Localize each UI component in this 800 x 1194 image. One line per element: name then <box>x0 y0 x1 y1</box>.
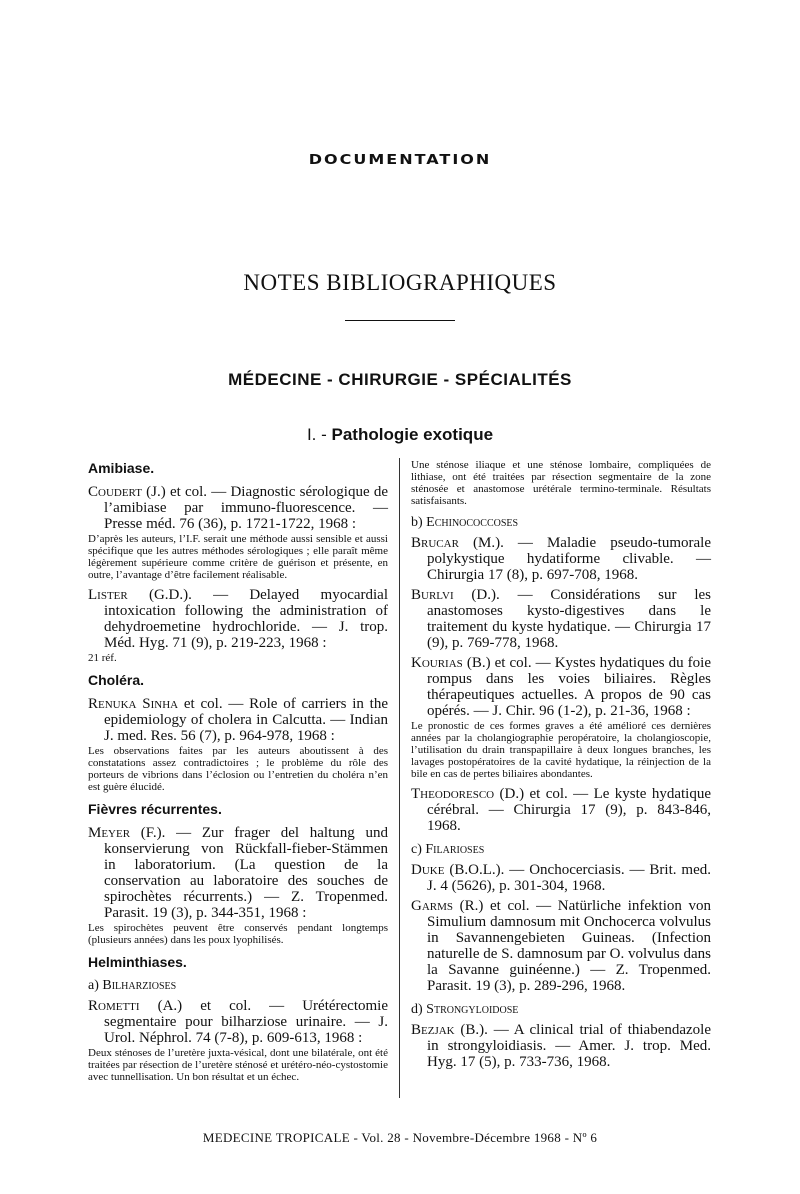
left-column <box>88 458 388 1089</box>
bibliography-entry <box>88 696 388 744</box>
entry-author: Brucar (M.) <box>411 535 501 551</box>
bibliography-entry <box>88 484 388 532</box>
right-column <box>411 458 711 1070</box>
subcategory-heading <box>411 515 711 531</box>
entry-author: Renuka Sinha <box>88 696 179 712</box>
entry-note: Le pronostic de ces formes graves a été amélioré ces dernières années par la cholangiographie peropératoire, la cholangioscopie, l’utilisation du drain transpapillaire à deux longues branches, les lavages postopératoires de la cavité hydatique, la réinjection de la bile en cas de pertes biliaires abondantes. <box>411 720 711 780</box>
entry-note: D’après les auteurs, l’I.F. serait une méthode aussi sensible et aussi spécifique que les autres méthodes sérologiques ; elle paraît même légèrement supérieure comme critère de guérison et présente, en outre, l’avantage d’être facilement réalisable. <box>88 533 388 581</box>
documentation-banner: DOCUMENTATION <box>308 151 492 168</box>
bibliography-entry <box>411 535 711 583</box>
subcategory-heading <box>411 842 711 858</box>
bibliography-entry <box>411 862 711 894</box>
subcategory-label: Strongyloidose <box>426 1002 519 1017</box>
entry-author: Coudert (J.) <box>88 484 166 500</box>
category-heading: Fièvres récurrentes. <box>88 801 222 817</box>
entry-text: . — Delayed myocardial intoxication following the administration of dehydroemetine hydrochloride. — J. trop. Méd. Hyg. 71 (9), p. 219-223, 1968 : <box>104 587 388 651</box>
subcategory-prefix: a) <box>88 978 103 993</box>
category-heading: Helminthiases. <box>88 954 187 970</box>
entry-text: et col. — Kystes hydatiques du foie rompus dans les voies biliaires. Règles thérapeutiques actuelles. A propos de 90 cas opérés. — J. Chir. 96 (1-2), p. 21-36, 1968 : <box>427 655 712 719</box>
entry-text: . — Considérations sur les anastomoses kysto-digestives dans le traitement du kyste hydatique. — Chirurgia 17 (9), p. 769-778, 1968. <box>427 587 711 651</box>
bibliography-entry <box>411 587 711 651</box>
subcategory-heading <box>411 1002 711 1018</box>
entry-author: Meyer (F.) <box>88 825 162 841</box>
entry-author: Kourias (B.) <box>411 655 491 671</box>
section-heading: MÉDECINE - CHIRURGIE - SPÉCIALITÉS <box>228 370 572 389</box>
subcategory-label: Bilharzioses <box>102 978 177 993</box>
entry-author: Theodoresco (D.) <box>411 786 525 802</box>
bibliography-entry <box>411 786 711 834</box>
entry-note: Les observations faites par les auteurs aboutissent à des constatations assez contradictoires ; le problème du rôle des porteurs de vibrions dans l’éclosion ou l’entretien du choléra n’en est guère élucidé. <box>88 745 388 793</box>
entry-text: et col. — Le kyste hydatique cérébral. — Chirurgia 17 (9), p. 843-846, 1968. <box>427 786 711 834</box>
category-heading: Choléra. <box>88 672 145 688</box>
entry-author: Duke (B.O.L.) <box>411 862 501 878</box>
bibliography-entry <box>411 898 711 994</box>
subsection-title: Pathologie exotique <box>331 425 494 444</box>
subcategory-heading <box>88 978 388 994</box>
entry-text: . — Onchocerciasis. — Brit. med. J. 4 (5626), p. 301-304, 1968. <box>427 862 711 894</box>
subcategory-prefix: b) <box>411 515 427 530</box>
bibliography-entry <box>88 998 388 1046</box>
bibliography-entry <box>88 587 388 651</box>
entry-note-continued: Une sténose iliaque et une sténose lombaire, compliquées de lithiase, ont été traitées par résection segmentaire de la zone sténosée et anastomose urétérale termino-terminale. Résultats satisfaisants. <box>411 459 711 507</box>
entry-note: Les spirochètes peuvent être conservés pendant longtemps (plusieurs années) dans les poux lyophilisés. <box>88 922 388 946</box>
entry-author: Lister (G.D.) <box>88 587 189 603</box>
page-title: NOTES BIBLIOGRAPHIQUES <box>243 270 557 295</box>
entry-note: 21 réf. <box>88 652 117 664</box>
entry-text: . — Zur frager del haltung und konservierung von Rückfall-fieber-Stämmen in laboratorium. (La question de la conservation au laboratoire des souches de spirochètes récurrents.) — Z. Tropenmed. Parasit. 19 (3), p. 344-351, 1968 : <box>104 825 388 921</box>
subcategory-prefix: c) <box>411 842 426 857</box>
title-rule <box>345 320 455 321</box>
entry-text: et col. — Role of carriers in the epidemiology of cholera in Calcutta. — Indian J. med. Res. 56 (7), p. 964-978, 1968 : <box>104 696 389 744</box>
entry-author: Garms (R.) <box>411 898 484 914</box>
category-heading: Amibiase. <box>88 460 155 476</box>
entry-author: Rometti (A.) <box>88 998 183 1014</box>
bibliography-entry <box>88 825 388 921</box>
entry-text: et col. — Diagnostic sérologique de l’amibiase par immuno-fluorescence. — Presse méd. 76 (36), p. 1721-1722, 1968 : <box>104 484 388 532</box>
subcategory-prefix: d) <box>411 1002 427 1017</box>
bibliography-entry <box>411 1022 711 1070</box>
subcategory-label: Echinococcoses <box>426 515 519 530</box>
subsection-heading <box>0 425 800 445</box>
bibliography-entry <box>411 655 711 719</box>
column-divider <box>399 458 400 1098</box>
entry-text: et col. — Urétérectomie segmentaire pour bilharziose urinaire. — J. Urol. Néphrol. 74 (7-8), p. 609-613, 1968 : <box>104 998 389 1046</box>
entry-note: Deux sténoses de l’uretère juxta-vésical, dont une bilatérale, ont été traitées par résection de l’uretère sténosé et urétéro-néo-cystostomie avec tunnellisation. Un bon résultat et un échec. <box>88 1047 388 1083</box>
entry-text: et col. — Natürliche infektion von Simulium damnosum mit Onchocerca volvulus in Savannengebieten Guineas. (Infection naturelle de S. damnosum par O. volvulus dans la Savanne guinéenne.) — Z. Tropenmed. Parasit. 19 (3), p. 289-296, 1968. <box>427 898 711 994</box>
entry-text: . — A clinical trial of thiabendazole in strongyloidiasis. — Amer. J. trop. Med. Hyg. 17 (5), p. 733-736, 1968. <box>427 1022 712 1070</box>
entry-text: . — Maladie pseudo-tumorale polykystique hydatiforme clivable. — Chirurgia 17 (8), p. 697-708, 1968. <box>427 535 711 583</box>
subsection-number: I. - <box>306 425 327 444</box>
page-footer: MEDECINE TROPICALE - Vol. 28 - Novembre-Décembre 1968 - Nº 6 <box>202 1130 598 1145</box>
entry-author: Bezjak (B.) <box>411 1022 485 1038</box>
entry-author: Burlvi (D.) <box>411 587 496 603</box>
subcategory-label: Filarioses <box>425 842 485 857</box>
